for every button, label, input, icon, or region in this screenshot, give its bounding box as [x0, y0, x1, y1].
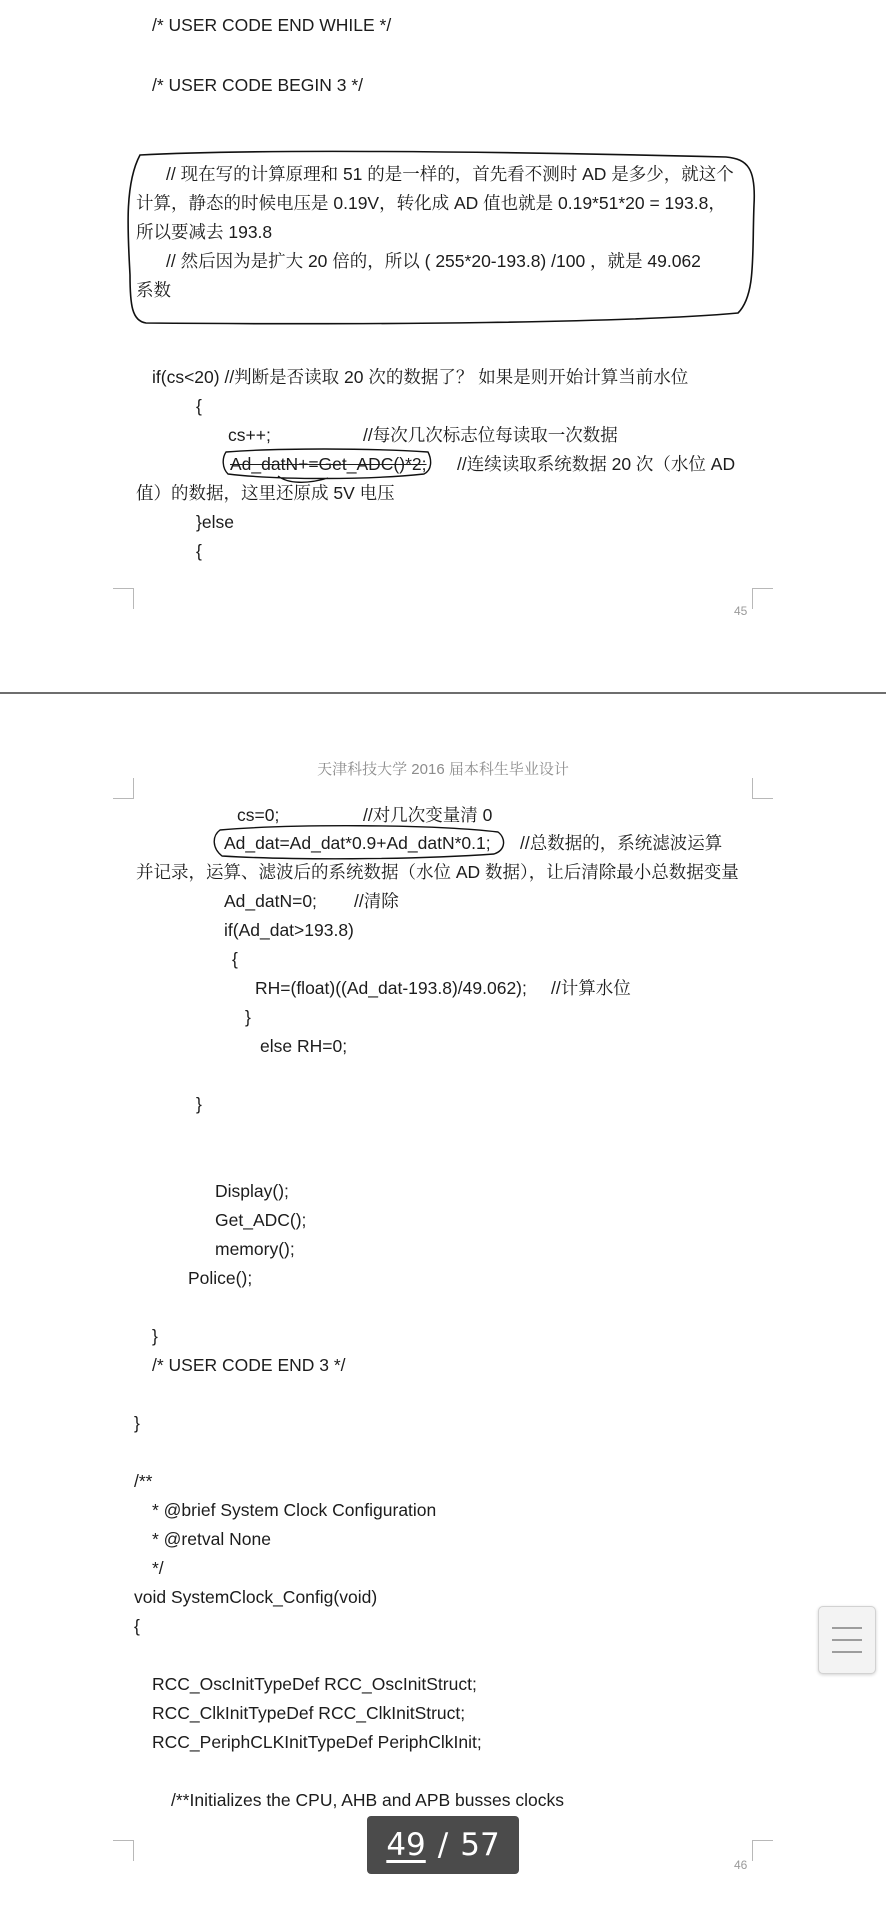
current-page-number: 49	[386, 1827, 426, 1863]
code-line: memory();	[215, 1239, 295, 1259]
code-line: * @retval None	[152, 1529, 271, 1549]
code-line: Police();	[188, 1268, 253, 1288]
code-line: Ad_dat=Ad_dat*0.9+Ad_datN*0.1;	[224, 833, 491, 853]
code-comment: //计算水位	[551, 978, 631, 998]
code-line: void SystemClock_Config(void)	[134, 1587, 378, 1607]
page-header: 天津科技大学 2016 届本科生毕业设计	[317, 761, 569, 778]
code-line: RH=(float)((Ad_dat-193.8)/49.062);	[255, 978, 527, 998]
code-comment: //连续读取系统数据 20 次（水位 AD	[457, 454, 736, 474]
code-line: RCC_ClkInitTypeDef RCC_ClkInitStruct;	[152, 1703, 466, 1723]
note-line: 所以要减去 193.8	[136, 222, 273, 242]
code-line: }	[245, 1007, 251, 1027]
code-line: }	[152, 1326, 158, 1346]
code-line: {	[196, 396, 202, 416]
document-page-45	[0, 0, 886, 692]
code-line: }else	[196, 512, 234, 532]
page-indicator	[367, 1816, 519, 1874]
note-line: // 然后因为是扩大 20 倍的，所以 ( 255*20-193.8) /100 ，就是 49.062	[166, 251, 701, 271]
code-line: Ad_datN=0;	[224, 891, 317, 911]
code-line: Ad_datN+=Get_ADC()*2;	[230, 454, 427, 474]
code-line: RCC_PeriphCLKInitTypeDef PeriphClkInit;	[152, 1732, 482, 1752]
code-line: * @brief System Clock Configuration	[152, 1500, 437, 1520]
code-comment: 值）的数据，这里还原成 5V 电压	[136, 483, 395, 503]
total-pages: 57	[460, 1827, 500, 1863]
code-line: /* USER CODE BEGIN 3 */	[152, 75, 364, 95]
code-comment: 并记录，运算、滤波后的系统数据（水位 AD 数据），让后清除最小总数据变量	[136, 862, 739, 882]
code-line: cs++;	[228, 425, 271, 445]
code-line: cs=0;	[237, 805, 280, 825]
code-line: /**Initializes the CPU, AHB and APB busses clocks	[171, 1790, 564, 1810]
code-comment: //对几次变量清 0	[363, 805, 493, 825]
code-line: }	[134, 1413, 140, 1433]
code-line: /* USER CODE END WHILE */	[152, 15, 392, 35]
hamburger-menu-icon[interactable]	[818, 1606, 876, 1674]
code-line: if(cs<20) //判断是否读取 20 次的数据了？ 如果是则开始计算当前水位	[152, 367, 689, 387]
code-line: /* USER CODE END 3 */	[152, 1355, 346, 1375]
note-line: 系数	[136, 280, 171, 300]
code-comment: //清除	[354, 891, 399, 911]
page-indicator-separator: /	[437, 1827, 449, 1863]
code-line: {	[134, 1616, 140, 1636]
code-line: {	[196, 541, 202, 561]
code-line: if(Ad_dat>193.8)	[224, 920, 354, 940]
margin-corner-mark	[752, 778, 773, 799]
margin-corner-mark	[113, 778, 134, 799]
code-line: {	[232, 949, 238, 969]
code-line: RCC_OscInitTypeDef RCC_OscInitStruct;	[152, 1674, 477, 1694]
margin-corner-mark	[752, 1840, 773, 1861]
code-line: /**	[134, 1471, 153, 1491]
code-line: */	[152, 1558, 164, 1578]
page-number: 45	[734, 604, 748, 618]
code-comment: //总数据的，系统滤波运算	[520, 833, 723, 853]
margin-corner-mark	[113, 1840, 134, 1861]
code-line: else RH=0;	[260, 1036, 348, 1056]
margin-corner-mark	[113, 588, 134, 609]
note-line: 计算，静态的时候电压是 0.19V，转化成 AD 值也就是 0.19*51*20 = 193.8，	[136, 193, 726, 213]
margin-corner-mark	[752, 588, 773, 609]
code-line: Get_ADC();	[215, 1210, 307, 1230]
document-page-46	[0, 694, 886, 1920]
note-line: // 现在写的计算原理和 51 的是一样的，首先看不测时 AD 是多少，就这个	[166, 164, 734, 184]
code-line: }	[196, 1094, 202, 1114]
code-line: Display();	[215, 1181, 289, 1201]
page-number: 46	[734, 1858, 748, 1872]
code-comment: //每次几次标志位每读取一次数据	[363, 425, 618, 445]
